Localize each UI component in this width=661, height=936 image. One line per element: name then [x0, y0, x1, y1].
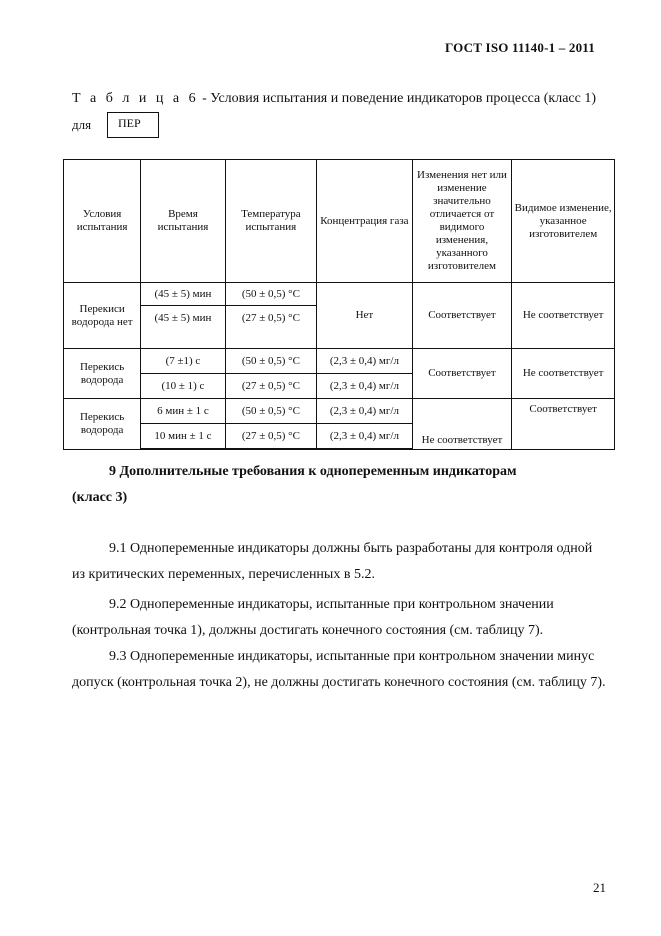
gas-cell: (2,3 ± 0,4) мг/л: [317, 349, 413, 374]
time-cell: 10 мин ± 1 с: [141, 424, 225, 450]
indicator-type-box: ПЕР: [107, 112, 159, 138]
gas-cell: (2,3 ± 0,4) мг/л: [317, 399, 413, 424]
gas-cell: Нет: [317, 283, 413, 349]
table-row: [64, 399, 615, 424]
header-cell: Видимое изменение, указанное изготовителем: [512, 160, 615, 283]
test-conditions-table: [63, 159, 615, 450]
header-cell: Концентрация газа: [317, 160, 413, 283]
paragraph-text: 9.1 Однопеременные индикаторы должны быть разработаны для контроля одной из критических переменных, перечисленных в 5.2.: [72, 541, 593, 582]
temperature-cell: (50 ± 0,5) °C: [225, 283, 316, 306]
document-header: ГОСТ ISO 11140-1 – 2011: [445, 40, 595, 55]
gas-cell: (2,3 ± 0,4) мг/л: [317, 424, 413, 450]
time-cell: (7 ±1) с: [141, 349, 225, 374]
paragraph-9-3: [72, 644, 607, 696]
section-heading-continuation: (класс 3): [72, 490, 128, 505]
paragraph-9-1: [72, 536, 607, 588]
temperature-cell: (27 ± 0,5) °C: [225, 424, 316, 450]
no-change-cell: Соответствует: [412, 283, 512, 349]
gas-cell: (2,3 ± 0,4) мг/л: [317, 374, 413, 399]
no-change-cell: Не соответствует: [412, 399, 512, 450]
table-header-row: [64, 160, 615, 283]
time-cell: (10 ± 1) с: [141, 374, 225, 399]
condition-cell: Перекись водорода: [64, 349, 141, 399]
visible-change-cell: Не соответствует: [512, 349, 615, 399]
section-heading: 9 Дополнительные требования к однопеременным индикаторам: [109, 464, 517, 479]
paragraph-text: 9.2 Однопеременные индикаторы, испытанные при контрольном значении (контрольная точка 1), должны достигать конечного состояния (см. таблицу 7).: [72, 597, 554, 638]
table-row: [64, 283, 615, 306]
condition-cell: Перекиси водорода нет: [64, 283, 141, 349]
header-cell: Время испытания: [141, 160, 225, 283]
time-cell: 6 мин ± 1 с: [141, 399, 225, 424]
temperature-cell: (50 ± 0,5) °C: [225, 399, 316, 424]
header-cell: Температура испытания: [225, 160, 316, 283]
table-caption-text: - Условия испытания и поведение индикаторов процесса (класс 1): [198, 91, 597, 106]
table-caption-label: Т а б л и ц а 6: [72, 91, 199, 106]
condition-cell: Перекись водорода: [64, 399, 141, 450]
header-cell: Изменения нет или изменение значительно отличается от видимого изменения, указанного изготовителем: [412, 160, 512, 283]
no-change-cell: Соответствует: [412, 349, 512, 399]
paragraph-text: 9.3 Однопеременные индикаторы, испытанные при контрольном значении минус допуск (контрольная точка 2), не должны достигать конечного состояния (см. таблицу 7).: [72, 649, 606, 690]
temperature-cell: (27 ± 0,5) °C: [225, 374, 316, 399]
visible-change-cell: Не соответствует: [512, 283, 615, 349]
temperature-cell: (50 ± 0,5) °C: [225, 349, 316, 374]
paragraph-9-2: [72, 592, 607, 644]
header-cell: Условия испытания: [64, 160, 141, 283]
table-row: [64, 349, 615, 374]
page-number: 21: [593, 880, 606, 895]
time-cell: (45 ± 5) мин: [141, 306, 225, 349]
visible-change-cell: Соответствует: [512, 399, 615, 450]
caption-for-label: для: [72, 117, 92, 132]
table-caption: [72, 91, 596, 107]
temperature-cell: (27 ± 0,5) °C: [225, 306, 316, 349]
time-cell: (45 ± 5) мин: [141, 283, 225, 306]
